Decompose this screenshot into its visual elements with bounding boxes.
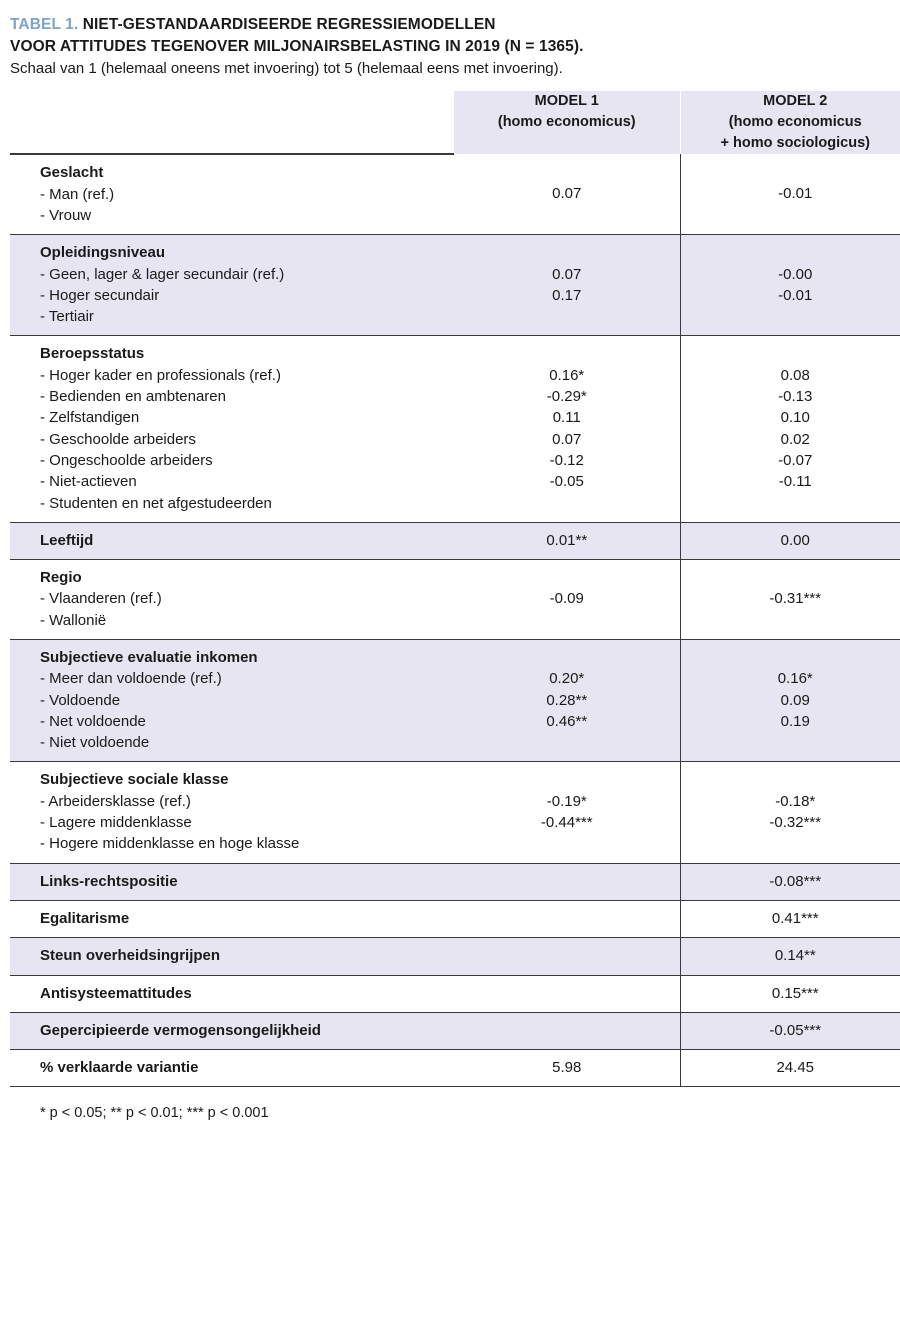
table-row bbox=[10, 336, 900, 522]
model-1-value: -0.29* bbox=[546, 388, 587, 406]
row-item-label: - Niet voldoende bbox=[40, 734, 150, 752]
model-1-value-cell bbox=[454, 1050, 680, 1087]
model-1-value-cell bbox=[454, 522, 680, 559]
table-row bbox=[10, 1012, 900, 1049]
row-item-label: - Wallonië bbox=[40, 611, 107, 629]
model-2-value-cell bbox=[680, 938, 900, 975]
row-label-cell bbox=[10, 336, 454, 522]
model-1-value bbox=[454, 983, 680, 1004]
model-1-value: -0.09 bbox=[549, 590, 584, 608]
regression-table bbox=[10, 91, 900, 1087]
table-row bbox=[10, 639, 900, 761]
row-item-label: - Hoger kader en professionals (ref.) bbox=[40, 366, 281, 384]
model-2-value: 0.08 bbox=[780, 366, 810, 384]
model-1-value bbox=[454, 343, 680, 364]
model-1-value-cell bbox=[454, 900, 680, 937]
row-label-cell bbox=[10, 154, 454, 234]
model-1-value-cell bbox=[454, 1012, 680, 1049]
model-2-value-cell bbox=[680, 762, 900, 863]
caption-line-3: Schaal van 1 (helemaal oneens met invoering) tot 5 (helemaal eens met invoering). bbox=[10, 60, 563, 77]
row-label-cell bbox=[10, 938, 454, 975]
model-2-value: -0.11 bbox=[778, 473, 812, 491]
model-1-value: 0.11 bbox=[552, 409, 581, 427]
model-2-value: -0.01 bbox=[778, 286, 813, 304]
model-1-value: -0.19* bbox=[546, 792, 587, 810]
row-item-label: - Tertiair bbox=[40, 308, 94, 326]
model-2-value-cell bbox=[680, 863, 900, 900]
model-1-value bbox=[454, 769, 680, 790]
row-item-label: - Vlaanderen (ref.) bbox=[40, 590, 162, 608]
row-group-title: Geslacht bbox=[40, 164, 104, 182]
model-1-value: 0.20* bbox=[549, 670, 585, 688]
model-1-value bbox=[454, 647, 680, 668]
model-1-value bbox=[454, 1020, 680, 1041]
table-row bbox=[10, 863, 900, 900]
row-item-label: - Meer dan voldoende (ref.) bbox=[40, 670, 222, 688]
row-group-title: Egalitarisme bbox=[40, 909, 130, 927]
model-2-value: -0.32*** bbox=[769, 814, 822, 832]
row-group-title: Leeftijd bbox=[40, 531, 94, 549]
model-2-value-cell bbox=[680, 900, 900, 937]
model-2-value bbox=[681, 769, 900, 790]
row-group-title: Beroepsstatus bbox=[40, 345, 145, 363]
model-2-value: -0.01 bbox=[778, 184, 813, 202]
table-body bbox=[10, 154, 900, 1087]
model-2-title: MODEL 2 bbox=[763, 93, 828, 110]
model-1-value: 5.98 bbox=[552, 1059, 582, 1077]
row-group-title: Links-rechtspositie bbox=[40, 872, 178, 890]
table-row bbox=[10, 522, 900, 559]
model-1-value: 0.07 bbox=[552, 265, 582, 283]
caption-line-2 bbox=[10, 36, 892, 58]
row-group-title: Subjectieve sociale klasse bbox=[40, 771, 229, 789]
model-2-value: 0.16* bbox=[777, 670, 813, 688]
row-item-label: - Net voldoende bbox=[40, 712, 146, 730]
model-1-value-cell bbox=[454, 938, 680, 975]
row-label-cell bbox=[10, 863, 454, 900]
model-2-value: 0.02 bbox=[780, 430, 810, 448]
row-group-title: Antisysteemattitudes bbox=[40, 984, 192, 1002]
row-item-label: - Niet-actieven bbox=[40, 473, 137, 491]
model-2-value-cell bbox=[680, 975, 900, 1012]
header-cell-model-2 bbox=[680, 91, 900, 154]
model-1-value bbox=[454, 242, 680, 263]
model-2-value-cell bbox=[680, 1012, 900, 1049]
model-1-value bbox=[454, 871, 680, 892]
model-2-subtitle: (homo economicus bbox=[728, 114, 862, 131]
row-group-title: Subjectieve evaluatie inkomen bbox=[40, 648, 258, 666]
model-2-value-cell bbox=[680, 336, 900, 522]
table-header bbox=[10, 91, 900, 154]
table-row bbox=[10, 235, 900, 336]
header-cell-blank bbox=[10, 91, 454, 154]
row-label-cell bbox=[10, 975, 454, 1012]
model-2-value: 0.00 bbox=[780, 531, 810, 549]
table-row bbox=[10, 1050, 900, 1087]
caption-title-part-1: NIET-GESTANDAARDISEERDE REGRESSIEMODELLEN bbox=[82, 16, 496, 33]
table-row bbox=[10, 900, 900, 937]
table-row bbox=[10, 762, 900, 863]
model-1-value bbox=[454, 161, 680, 182]
model-1-value-cell bbox=[454, 336, 680, 522]
model-2-value: 0.10 bbox=[780, 409, 810, 427]
row-group-title: Gepercipieerde vermogensongelijkheid bbox=[40, 1021, 321, 1039]
model-1-value bbox=[454, 908, 680, 929]
model-2-value: 0.09 bbox=[780, 691, 810, 709]
model-2-value: -0.07 bbox=[778, 451, 813, 469]
model-1-value: 0.16* bbox=[549, 366, 585, 384]
model-1-value: 0.17 bbox=[552, 286, 582, 304]
model-1-value: 0.07 bbox=[552, 184, 582, 202]
model-2-value: -0.00 bbox=[778, 265, 813, 283]
model-1-subtitle: (homo economicus) bbox=[497, 114, 636, 131]
significance-footnote: * p < 0.05; ** p < 0.01; *** p < 0.001 bbox=[40, 1105, 269, 1122]
model-1-value bbox=[454, 945, 680, 966]
row-label-cell bbox=[10, 560, 454, 640]
model-1-value-cell bbox=[454, 639, 680, 761]
model-2-value-cell bbox=[680, 235, 900, 336]
row-item-label: - Studenten en net afgestudeerden bbox=[40, 494, 272, 512]
model-2-value: -0.08*** bbox=[769, 872, 822, 890]
model-2-value: 0.19 bbox=[780, 712, 810, 730]
model-2-value-cell bbox=[680, 154, 900, 234]
row-group-title: Regio bbox=[40, 569, 82, 587]
row-item-label: - Geschoolde arbeiders bbox=[40, 430, 196, 448]
model-1-value: -0.12 bbox=[549, 451, 584, 469]
model-2-value: 0.41*** bbox=[771, 909, 819, 927]
model-1-value bbox=[454, 567, 680, 588]
row-item-label: - Vrouw bbox=[40, 206, 92, 224]
model-2-value: -0.13 bbox=[778, 388, 813, 406]
model-2-subtitle-2: + homo sociologicus) bbox=[720, 135, 870, 152]
row-label-cell bbox=[10, 1050, 454, 1087]
model-2-value bbox=[681, 161, 900, 182]
model-2-value-cell bbox=[680, 1050, 900, 1087]
row-label-cell bbox=[10, 522, 454, 559]
model-2-value bbox=[681, 242, 900, 263]
model-1-title: MODEL 1 bbox=[534, 93, 599, 110]
model-2-value: 0.15*** bbox=[771, 984, 819, 1002]
table-row bbox=[10, 560, 900, 640]
model-2-value: -0.05*** bbox=[769, 1021, 822, 1039]
table-row bbox=[10, 154, 900, 234]
model-1-value-cell bbox=[454, 560, 680, 640]
row-item-label: - Hogere middenklasse en hoge klasse bbox=[40, 835, 300, 853]
model-2-value: 0.14** bbox=[774, 947, 816, 965]
row-item-label: - Lagere middenklasse bbox=[40, 814, 192, 832]
model-2-value-cell bbox=[680, 639, 900, 761]
model-1-value: -0.44*** bbox=[540, 814, 593, 832]
row-item-label: - Arbeidersklasse (ref.) bbox=[40, 792, 191, 810]
caption-table-label: TABEL 1. bbox=[10, 16, 79, 33]
model-1-value: -0.05 bbox=[549, 473, 584, 491]
model-1-value-cell bbox=[454, 154, 680, 234]
row-item-label: - Man (ref.) bbox=[40, 185, 115, 203]
caption-title-part-2: VOOR ATTITUDES TEGENOVER MILJONAIRSBELASTING IN 2019 (N = 1365). bbox=[10, 38, 584, 55]
row-label-cell bbox=[10, 235, 454, 336]
row-item-label: - Ongeschoolde arbeiders bbox=[40, 451, 213, 469]
row-label-cell bbox=[10, 762, 454, 863]
row-item-label: - Geen, lager & lager secundair (ref.) bbox=[40, 265, 285, 283]
model-2-value: -0.31*** bbox=[769, 590, 822, 608]
model-1-value: 0.01** bbox=[546, 531, 588, 549]
model-1-value: 0.28** bbox=[546, 691, 588, 709]
model-2-value: -0.18* bbox=[775, 792, 816, 810]
model-1-value-cell bbox=[454, 762, 680, 863]
model-1-value: 0.46** bbox=[546, 712, 588, 730]
model-2-value bbox=[681, 567, 900, 588]
row-label-cell bbox=[10, 1012, 454, 1049]
model-1-value-cell bbox=[454, 235, 680, 336]
table-caption bbox=[10, 14, 892, 79]
model-2-value bbox=[681, 343, 900, 364]
table-row bbox=[10, 938, 900, 975]
row-item-label: - Bedienden en ambtenaren bbox=[40, 388, 226, 406]
model-2-value-cell bbox=[680, 560, 900, 640]
caption-line-1 bbox=[10, 14, 892, 36]
row-item-label: - Voldoende bbox=[40, 691, 121, 709]
model-2-value bbox=[681, 647, 900, 668]
row-item-label: - Zelfstandigen bbox=[40, 409, 140, 427]
model-1-value-cell bbox=[454, 863, 680, 900]
model-1-value-cell bbox=[454, 975, 680, 1012]
model-2-value: 24.45 bbox=[776, 1059, 815, 1077]
header-cell-model-1 bbox=[454, 91, 680, 154]
model-2-value-cell bbox=[680, 522, 900, 559]
row-group-title: Opleidingsniveau bbox=[40, 244, 166, 262]
row-group-title: % verklaarde variantie bbox=[40, 1059, 199, 1077]
row-item-label: - Hoger secundair bbox=[40, 286, 160, 304]
row-label-cell bbox=[10, 639, 454, 761]
model-1-value: 0.07 bbox=[552, 430, 582, 448]
header-row bbox=[10, 91, 900, 154]
table-row bbox=[10, 975, 900, 1012]
row-label-cell bbox=[10, 900, 454, 937]
row-group-title: Steun overheidsingrijpen bbox=[40, 947, 221, 965]
